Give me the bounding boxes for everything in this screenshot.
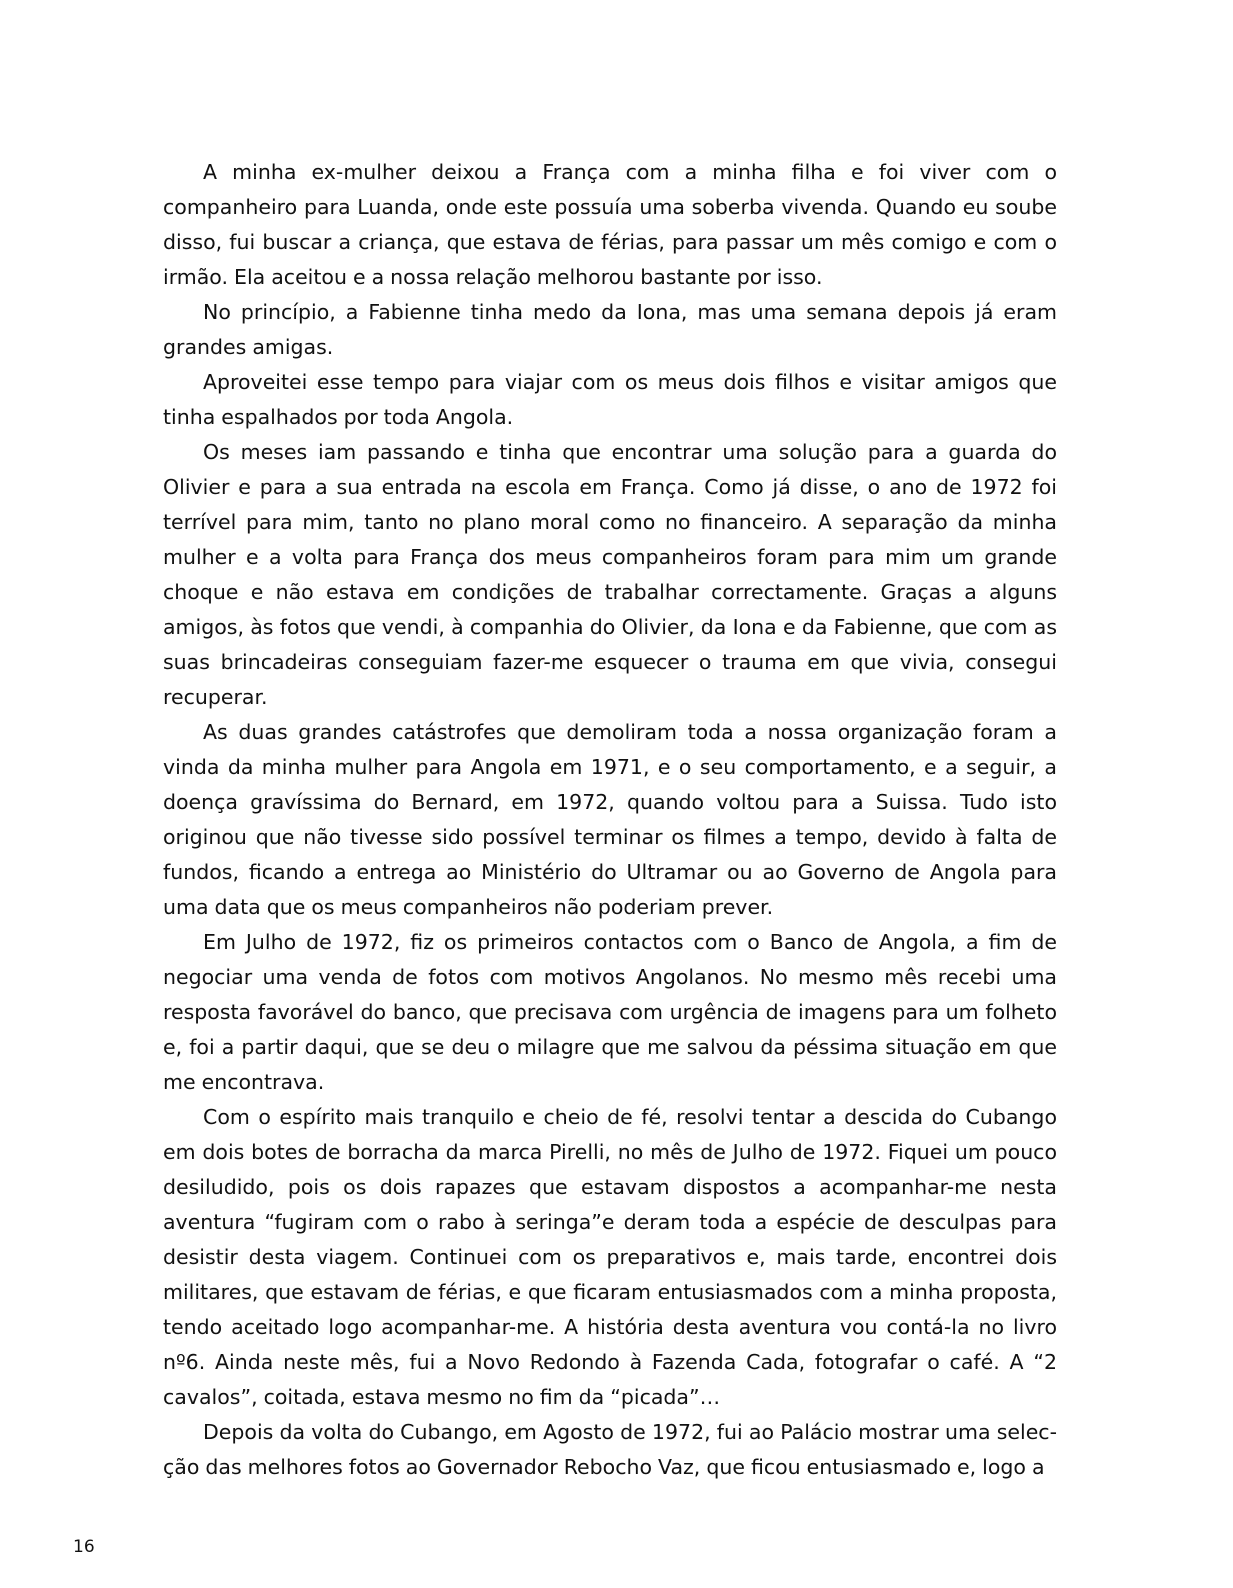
paragraph: Aproveitei esse tempo para viajar com os meus dois filhos e visitar amigos que tinha espalhados por toda Angola. (163, 370, 1057, 429)
paragraph: Com o espírito mais tranquilo e cheio de fé, resolvi tentar a descida do Cubango em dois botes de borracha da marca Pirelli, no mês de Julho de 1972. Fiquei um pouco desiludido, pois os dois rapazes que estavam dispostos a acompanhar-me nesta aventura “fugiram com o rabo à seringa”e deram toda a espécie de desculpas para desistir desta viagem. Continuei com os preparativos e, mais tarde, encontrei dois militares, que estavam de férias, e que ficaram entusiasmados com a minha proposta, tendo aceitado logo acompanhar-me. A história desta aventura vou contá-la no livro nº6. Ainda neste mês, fui a Novo Redondo à Fazenda Cada, fotografar o café. A “2 cavalos”, coitada, estava mesmo no fim da “picada”… (163, 1105, 1057, 1409)
paragraph: Em Julho de 1972, fiz os primeiros contactos com o Banco de Angola, a fim de negociar uma venda de fotos com motivos Angolanos. No mesmo mês recebi uma resposta favorável do banco, que precisava com urgência de imagens para um folheto e, foi a partir daqui, que se deu o milagre que me salvou da péssima situação em que me encontrava. (163, 930, 1057, 1094)
paragraph: Os meses iam passando e tinha que encontrar uma solução para a guarda do Olivier e para a sua entrada na escola em França. Como já disse, o ano de 1972 foi terrível para mim, tanto no plano moral como no financeiro. A separação da minha mulher e a volta para França dos meus companheiros foram para mim um grande choque e não estava em condições de trabalhar correctamente. Graças a alguns amigos, às fotos que vendi, à companhia do Olivier, da Iona e da Fabienne, que com as suas brincadeiras conseguiam fazer-me esquecer o trauma em que vivia, consegui recuperar. (163, 440, 1057, 709)
paragraph: No princípio, a Fabienne tinha medo da Iona, mas uma semana depois já eram grandes amigas. (163, 300, 1057, 359)
page-number: 16 (73, 1537, 95, 1557)
paragraph: As duas grandes catástrofes que demoliram toda a nossa organização foram a vinda da minha mulher para Angola em 1971, e o seu comportamento, e a seguir, a doença gravíssima do Bernard, em 1972, quando voltou para a Suissa. Tudo isto originou que não tivesse sido possível terminar os filmes a tempo, devido à falta de fundos, ficando a entrega ao Ministério do Ultramar ou ao Governo de Angola para uma data que os meus companheiros não poderiam prever. (163, 720, 1057, 919)
paragraph: A minha ex-mulher deixou a França com a minha filha e foi viver com o companheiro para Luanda, onde este possuía uma soberba vivenda. Quando eu soube disso, fui buscar a criança, que estava de férias, para passar um mês comigo e com o irmão. Ela aceitou e a nossa relação melhorou bastante por isso. (163, 160, 1057, 289)
paragraph: Depois da volta do Cubango, em Agosto de 1972, fui ao Palácio mostrar uma selecção das melhores fotos ao Governador Rebocho Vaz, que ficou entusiasmado e, logo a (163, 1420, 1057, 1479)
body-text (163, 155, 1057, 1485)
